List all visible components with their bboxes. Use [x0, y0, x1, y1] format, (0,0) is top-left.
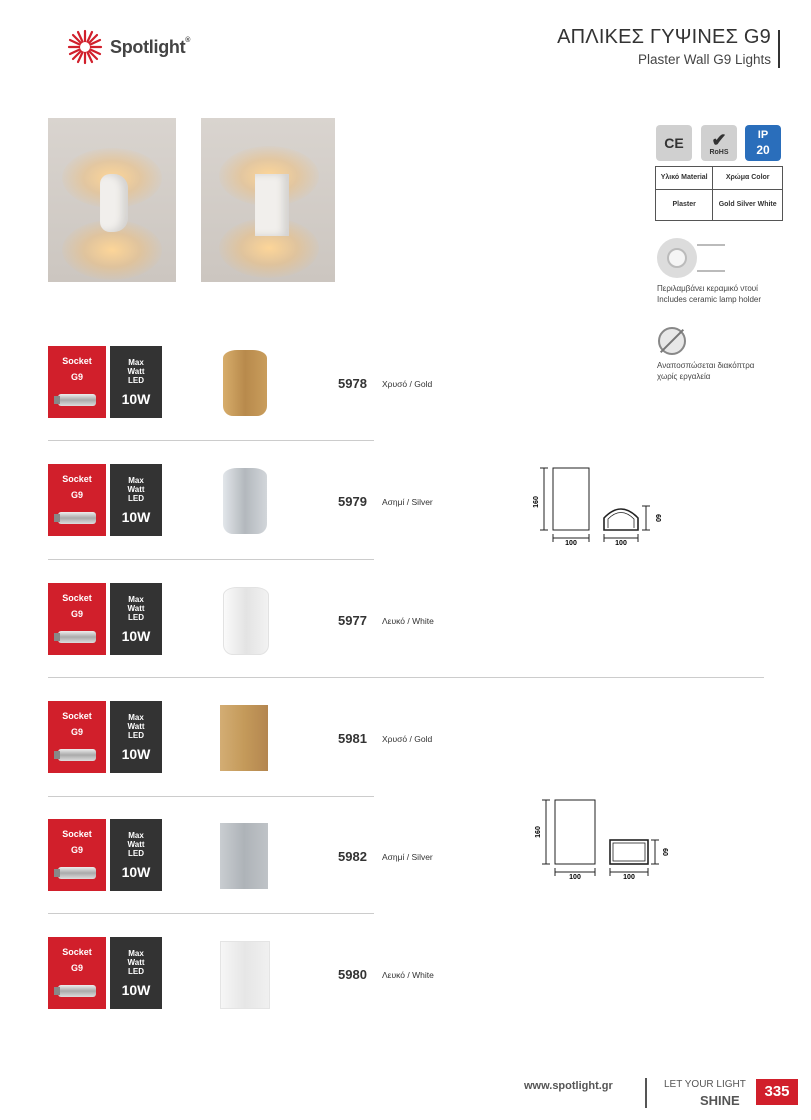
- product-code: 5981: [338, 731, 367, 746]
- no-switch-icon: [658, 327, 686, 355]
- slogan-line-2: SHINE: [700, 1093, 740, 1108]
- g9-bulb-icon: [58, 512, 96, 524]
- socket-badge: Socket G9: [48, 583, 106, 655]
- dim-height: 160: [533, 496, 540, 508]
- dimension-drawing-square: [530, 796, 670, 884]
- product-color: Ασημί / Silver: [382, 852, 433, 862]
- page-title-greek: ΑΠΛΙΚΕΣ ΓΥΨΙΝΕΣ G9: [557, 26, 771, 48]
- product-color: Λευκό / White: [382, 970, 434, 980]
- ceramic-lamp-holder-icon: [657, 238, 697, 278]
- color-value: Gold Silver White: [713, 190, 783, 221]
- product-row: [48, 346, 433, 418]
- footer-divider: [645, 1078, 647, 1108]
- hero-photo-square: [201, 118, 335, 282]
- dim-width: 100: [569, 874, 581, 881]
- lamp-holder-wires-icon: [697, 244, 725, 272]
- switch-note: Αναποσπώσεται διακόπτρα χωρίς εργαλεία: [657, 361, 755, 381]
- product-code: 5980: [338, 967, 367, 982]
- color-header: Χρώμα Color: [713, 167, 783, 190]
- holder-note: Περιλαμβάνει κεραμικό ντουί Includes ceramic lamp holder: [657, 284, 762, 304]
- product-row: [48, 819, 433, 891]
- brand-name: Spotlight®: [110, 36, 191, 57]
- row-divider: [48, 440, 374, 441]
- product-row: [48, 583, 434, 655]
- product-color: Ασημί / Silver: [382, 497, 433, 507]
- product-image-gold-square: [220, 705, 268, 771]
- hero-photo-round: [48, 118, 176, 282]
- watt-badge: Max Watt LED 10W: [110, 583, 162, 655]
- product-code: 5982: [338, 849, 367, 864]
- watt-badge: Max Watt LED 10W: [110, 819, 162, 891]
- watt-badge: Max Watt LED 10W: [110, 937, 162, 1009]
- dim-side-height: 60: [654, 514, 661, 522]
- dim-depth: 100: [623, 874, 635, 881]
- product-image-gold-round: [223, 350, 267, 416]
- socket-badge: Socket G9: [48, 937, 106, 1009]
- title-divider: [778, 30, 780, 68]
- product-row: [48, 937, 434, 1009]
- g9-bulb-icon: [58, 985, 96, 997]
- product-image-white-square: [220, 941, 270, 1009]
- material-header: Υλικό Material: [656, 167, 713, 190]
- product-code: 5978: [338, 376, 367, 391]
- dim-side-height: 60: [661, 848, 668, 856]
- brand-logo: [66, 28, 190, 66]
- product-image-white-round: [223, 587, 269, 655]
- page-number: 335: [756, 1079, 798, 1105]
- g9-bulb-icon: [58, 867, 96, 879]
- watt-badge: Max Watt LED 10W: [110, 346, 162, 418]
- socket-badge: Socket G9: [48, 701, 106, 773]
- row-divider: [48, 559, 374, 560]
- product-row: [48, 464, 433, 536]
- product-code: 5979: [338, 494, 367, 509]
- product-color: Χρυσό / Gold: [382, 379, 433, 389]
- rohs-badge-icon: ✔ RoHS: [701, 125, 737, 161]
- ip-rating-badge: IP 20: [745, 125, 781, 161]
- section-divider: [48, 677, 764, 678]
- dimension-drawing-round: [528, 462, 668, 548]
- g9-bulb-icon: [58, 394, 96, 406]
- page-title-english: Plaster Wall G9 Lights: [637, 52, 771, 67]
- row-divider: [48, 796, 374, 797]
- socket-badge: Socket G9: [48, 819, 106, 891]
- product-color: Λευκό / White: [382, 616, 434, 626]
- g9-bulb-icon: [58, 749, 96, 761]
- product-code: 5977: [338, 613, 367, 628]
- g9-bulb-icon: [58, 631, 96, 643]
- spotlight-logo-icon: [66, 28, 104, 66]
- dim-width: 100: [565, 540, 577, 547]
- material-value: Plaster: [656, 190, 713, 221]
- product-row: [48, 701, 433, 773]
- socket-badge: Socket G9: [48, 464, 106, 536]
- product-image-silver-round: [223, 468, 267, 534]
- watt-badge: Max Watt LED 10W: [110, 464, 162, 536]
- slogan-line-1: LET YOUR LIGHT: [664, 1079, 746, 1090]
- watt-badge: Max Watt LED 10W: [110, 701, 162, 773]
- website-link[interactable]: www.spotlight.gr: [524, 1080, 613, 1092]
- row-divider: [48, 913, 374, 914]
- product-image-silver-square: [220, 823, 268, 889]
- socket-badge: Socket G9: [48, 346, 106, 418]
- dim-height: 160: [535, 826, 542, 838]
- product-color: Χρυσό / Gold: [382, 734, 433, 744]
- dim-depth: 100: [615, 540, 627, 547]
- spec-table: [655, 166, 783, 221]
- ce-badge-icon: CE: [656, 125, 692, 161]
